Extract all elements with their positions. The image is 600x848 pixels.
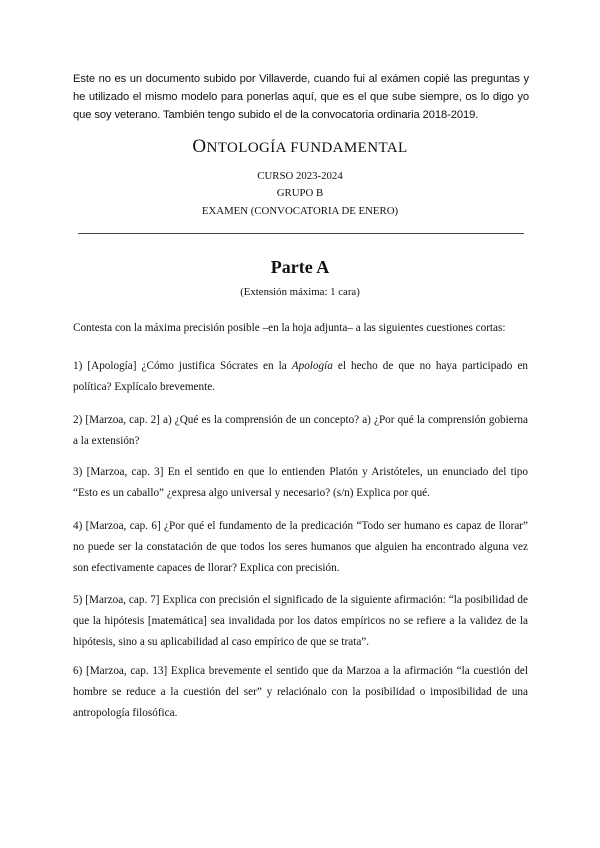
course-title-rest: NTOLOGÍA FUNDAMENTAL bbox=[206, 140, 408, 156]
section-title: Parte A bbox=[270, 257, 330, 277]
question-2: 2) [Marzoa, cap. 2] a) ¿Qué es la comprensión de un concepto? a) ¿Por qué la comprensión gobierna a la extensión? bbox=[73, 414, 528, 447]
intro-note: Este no es un documento subido por Villaverde, cuando fui al exámen copié las preguntas y he utilizado el mismo modelo para ponerlas aquí, que es el que sube siempre, os lo digo yo que soy veterano. También tengo subido el de la convocatoria ordinaria 2018-2019. bbox=[73, 73, 529, 121]
section-instructions: Contesta con la máxima precisión posible –en la hoja adjunta– a las siguientes cuestiones cortas: bbox=[73, 322, 506, 334]
exam-session: EXAMEN (CONVOCATORIA DE ENERO) bbox=[201, 205, 399, 217]
question-6: 6) [Marzoa, cap. 13] Explica brevemente el sentido que da Marzoa a la afirmación “la cuestión del hombre se reduce a la cuestión del ser” y relaciónalo con la posibilidad o imposibilidad de una antropología filosófica. bbox=[73, 665, 528, 719]
question-5: 5) [Marzoa, cap. 7] Explica con precisión el significado de la siguiente afirmación: “la posibilidad de que la hipótesis [matemática] sea invalidada por los datos empíricos no se refiere a la validez de la hipótesis, sino a su aplicabilidad al caso empírico de que se trata”. bbox=[73, 594, 528, 648]
course-title-initial: O bbox=[192, 136, 207, 157]
course-group: GRUPO B bbox=[276, 187, 324, 199]
question-1-emphasis: Apología bbox=[291, 360, 333, 372]
question-1-text-a: 1) [Apología] ¿Cómo justifica Sócrates en la bbox=[73, 360, 292, 372]
question-1 bbox=[73, 356, 528, 398]
question-1-text-b: el hecho de que no haya participado en política? Explícalo brevemente. bbox=[73, 360, 529, 393]
course-title bbox=[0, 136, 600, 158]
header-divider bbox=[78, 233, 524, 234]
section-extension: (Extensión máxima: 1 cara) bbox=[240, 286, 360, 298]
course-year: CURSO 2023-2024 bbox=[257, 170, 343, 182]
question-3: 3) [Marzoa, cap. 3] En el sentido en que lo entienden Platón y Aristóteles, un enunciado del tipo “Esto es un caballo” ¿expresa algo universal y necesario? (s/n) Explica por qué. bbox=[73, 466, 528, 499]
question-4: 4) [Marzoa, cap. 6] ¿Por qué el fundamento de la predicación “Todo ser humano es capaz de llorar” no puede ser la constatación de que todos los seres humanos que alguien ha encontrado alguna vez son efectivamente capaces de llorar? Explica con precisión. bbox=[73, 520, 528, 574]
